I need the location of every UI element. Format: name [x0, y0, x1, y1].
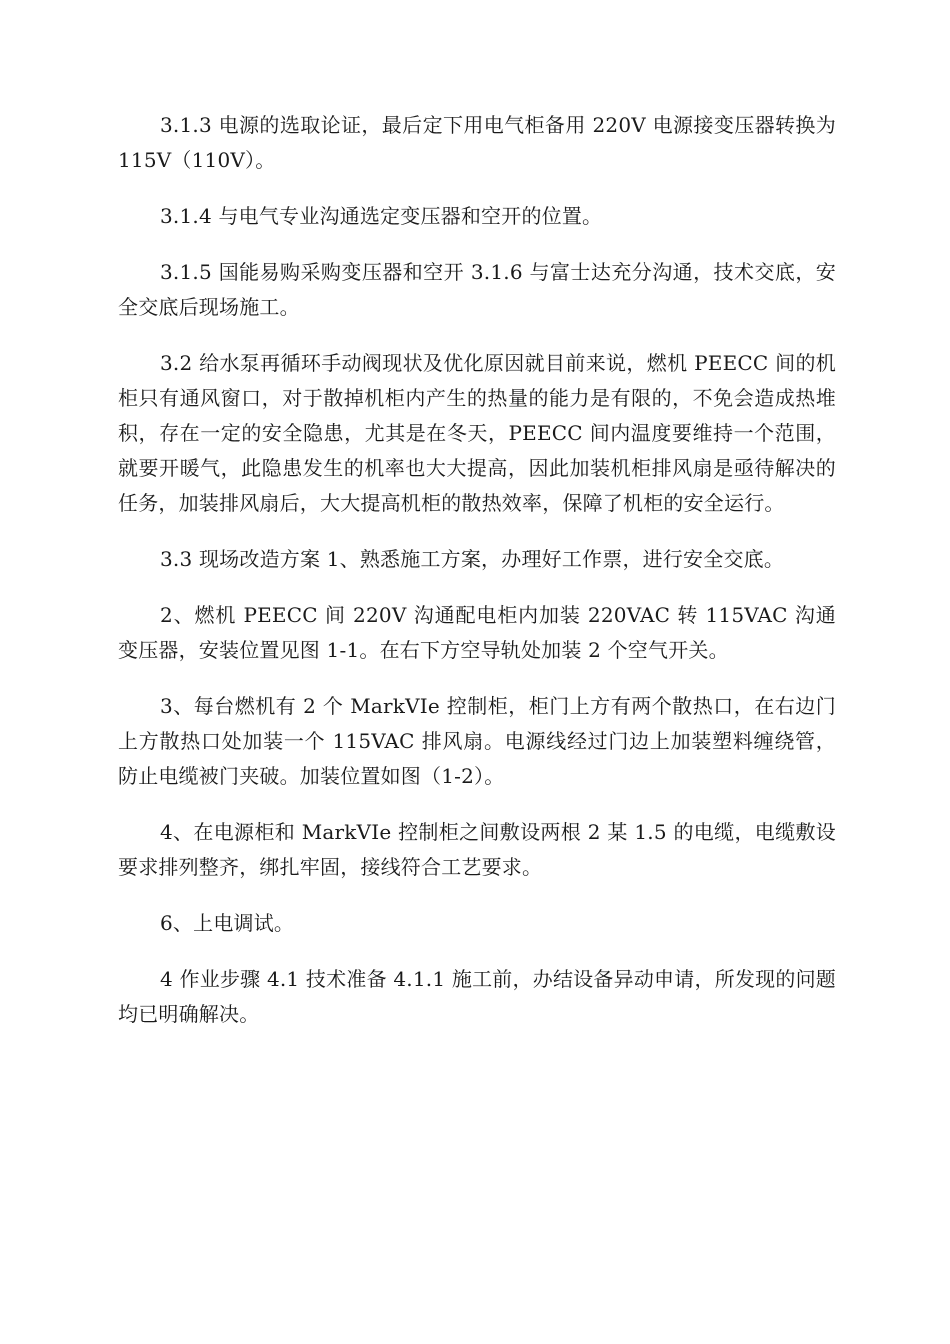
paragraph-3-1-3: 3.1.3 电源的选取论证，最后定下用电气柜备用 220V 电源接变压器转换为 115V（110V）。: [118, 113, 836, 172]
paragraph-4: 4 作业步骤 4.1 技术准备 4.1.1 施工前，办结设备异动申请，所发现的问题均已明确解决。: [118, 967, 836, 1026]
document-body: [118, 108, 836, 1053]
paragraph-step-3: 3、每台燃机有 2 个 MarkVIe 控制柜，柜门上方有两个散热口，在右边门上方散热口处加装一个 115VAC 排风扇。电源线经过门边上加装塑料缠绕管，防止电缆被门夹破。加装位置如图（1-2）。: [118, 694, 836, 788]
paragraph-step-4: 4、在电源柜和 MarkVIe 控制柜之间敷设两根 2 某 1.5 的电缆，电缆敷设要求排列整齐，绑扎牢固，接线符合工艺要求。: [118, 820, 836, 879]
paragraph-3-2: 3.2 给水泵再循环手动阀现状及优化原因就目前来说，燃机 PEECC 间的机柜只有通风窗口，对于散掉机柜内产生的热量的能力是有限的，不免会造成热堆积，存在一定的安全隐患，尤其是在冬天，PEECC 间内温度要维持一个范围，就要开暖气，此隐患发生的机率也大大提高，因此加装机柜排风扇是亟待解决的任务，加装排风扇后，大大提高机柜的散热效率，保障了机柜的安全运行。: [118, 351, 836, 515]
paragraph-3-3: 3.3 现场改造方案 1、熟悉施工方案，办理好工作票，进行安全交底。: [160, 547, 785, 571]
paragraph-step-2: 2、燃机 PEECC 间 220V 沟通配电柜内加装 220VAC 转 115VAC 沟通变压器，安装位置见图 1-1。在右下方空导轨处加装 2 个空气开关。: [118, 603, 836, 662]
paragraph-3-1-5: 3.1.5 国能易购采购变压器和空开 3.1.6 与富士达充分沟通，技术交底，安全交底后现场施工。: [118, 260, 836, 319]
paragraph-3-1-4: 3.1.4 与电气专业沟通选定变压器和空开的位置。: [160, 204, 603, 228]
paragraph-step-6: 6、上电调试。: [160, 911, 295, 935]
